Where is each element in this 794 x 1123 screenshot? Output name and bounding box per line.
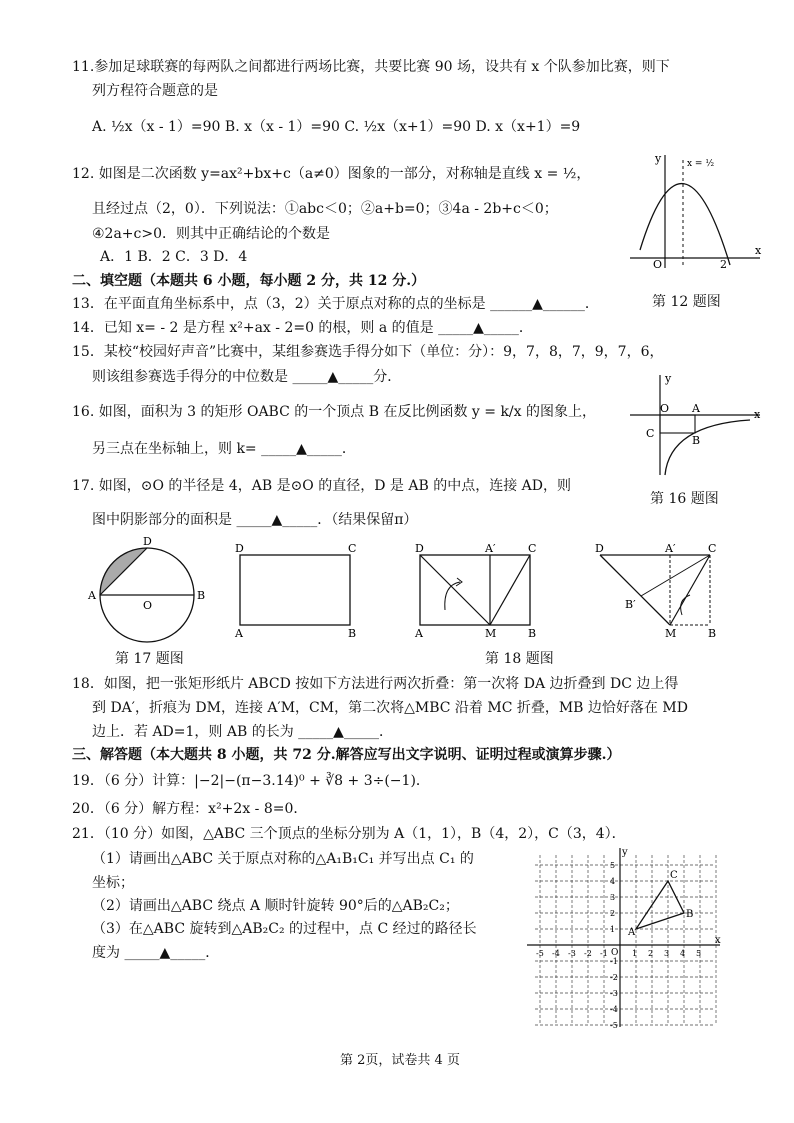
x-tick-label: -4 <box>552 949 560 958</box>
q19: 19．（6 分）计算：|−2|−(π−3.14)⁰ + ∛8 + 3÷(−1)． <box>72 773 430 789</box>
q18-fig2-M: M <box>485 627 497 640</box>
q21-coordinate-grid <box>525 845 725 1030</box>
q16-label-y: y <box>665 372 672 385</box>
q18-fig3-line-DM <box>600 555 670 625</box>
q18-fig1-D: D <box>235 542 244 555</box>
q12-options: A．1 B．2 C．3 D．4 <box>100 249 248 265</box>
q17-circle-figure <box>85 535 215 645</box>
q17-caption: 第 17 题图 <box>115 651 184 667</box>
q12-line1: 12. 如图是二次函数 y=ax²+bx+c（a≠0）图象的一部分，对称轴是直线 x = ½， <box>72 166 591 182</box>
q18-fig1-rectangle <box>225 540 365 640</box>
q18-caption: 第 18 题图 <box>485 651 554 667</box>
q18-fig3-A-prime: A′ <box>665 542 676 555</box>
q16-line2: 另三点在坐标轴上，则 k= _____▲_____． <box>92 441 356 457</box>
q21-label-A: A <box>628 927 636 938</box>
q18-line2: 到 DA′，折痕为 DM，连接 A′M，CM，第二次将△MBC 沿着 MC 折叠，MB 边恰好落在 MD <box>92 700 688 716</box>
q18-fig3-C: C <box>708 542 717 555</box>
q18-fig2-first-fold <box>405 540 545 640</box>
q18-fig2-A-prime: A′ <box>485 542 496 555</box>
page-footer: 第 2页，试卷共 4 页 <box>340 1053 460 1068</box>
q12-tick-2: 2 <box>720 258 727 270</box>
q18-line3: 边上．若 AD=1，则 AB 的长为 _____▲_____． <box>92 724 393 740</box>
y-tick-label: 5 <box>610 861 616 870</box>
q21-line3: 坐标； <box>92 875 134 891</box>
q12-origin-label: O <box>653 258 663 270</box>
q18-fig3-second-fold <box>585 540 725 640</box>
q17-line2: 图中阴影部分的面积是 _____▲_____．（结果保留π） <box>92 512 418 528</box>
q18-fig3-line-B'C <box>641 555 710 596</box>
y-tick-label: 4 <box>610 877 616 886</box>
q21-label-y: y <box>622 847 628 858</box>
y-tick-label: -5 <box>610 1021 618 1030</box>
y-tick-label: 1 <box>610 925 616 934</box>
q21-line1: 21．（10 分）如图，△ABC 三个顶点的坐标分别为 A（1，1），B（4，2），C（3，4）． <box>72 826 626 842</box>
q18-fig2-A: A <box>415 627 423 640</box>
q21-line5: （3）在△ABC 旋转到△AB₂C₂ 的过程中，点 C 经过的路径长 <box>92 921 477 937</box>
x-tick-label: -3 <box>568 949 576 958</box>
q18-fig3-line-MC <box>670 555 710 625</box>
x-tick-label: 2 <box>648 949 654 958</box>
q16-caption: 第 16 题图 <box>650 491 719 507</box>
section3-heading: 三、解答题（本大题共 8 小题，共 72 分.解答应写出文字说明、证明过程或演算步骤.） <box>72 747 621 763</box>
q18-fig3-D: D <box>595 542 604 555</box>
q16-label-O: O <box>660 402 670 415</box>
q16-label-x: x <box>754 408 761 421</box>
q16-label-C: C <box>646 427 655 440</box>
q18-line1: 18．如图，把一张矩形纸片 ABCD 按如下方法进行两次折叠：第一次将 DA 边折叠到 DC 边上得 <box>72 676 679 692</box>
q11-options: A. ½x（x - 1）=90 B. x（x - 1）=90 C. ½x（x+1）=90 D. x（x+1）=9 <box>92 119 581 135</box>
q21-label-B: B <box>686 909 694 920</box>
x-tick-label: -5 <box>536 949 544 958</box>
q18-fig2-B: B <box>528 627 537 640</box>
x-tick-label: 4 <box>680 949 686 958</box>
q12-symmetry-label: x = ½ <box>687 159 715 169</box>
y-tick-label: -2 <box>610 973 618 982</box>
y-tick-label: -3 <box>610 989 618 998</box>
q16-line1: 16. 如图，面积为 3 的矩形 OABC 的一个顶点 B 在反比例函数 y = k/x 的图象上， <box>72 404 596 420</box>
q21-label-x: x <box>715 935 721 946</box>
q18-fig3-B-prime: B′ <box>625 598 636 611</box>
y-tick-label: 3 <box>610 893 616 902</box>
q18-fig3-B: B <box>708 627 717 640</box>
q17-label-A: A <box>88 589 96 602</box>
q18-fig3-M: M <box>665 627 677 640</box>
q12-caption: 第 12 题图 <box>652 294 721 310</box>
q11-line1: 11.参加足球联赛的每两队之间都进行两场比赛，共要比赛 90 场，设共有 x 个队参加比赛，则下 <box>72 59 670 75</box>
q20: 20．（6 分）解方程：x²+2x - 8=0． <box>72 801 308 817</box>
q17-label-D: D <box>143 535 152 548</box>
q16-label-B: B <box>692 434 701 447</box>
q21-label-O: O <box>611 948 619 958</box>
x-tick-label: -1 <box>600 949 608 958</box>
x-tick-label: 5 <box>696 949 702 958</box>
y-tick-label: -4 <box>610 1005 618 1014</box>
q18-fig1-C: C <box>348 542 357 555</box>
q12-line2: 且经过点（2，0）．下列说法：①abc＜0；②a+b=0；③4a - 2b+c＜0； <box>92 201 558 217</box>
q18-fig1-B: B <box>348 627 357 640</box>
q12-parabola <box>640 184 730 265</box>
q21-line6: 度为 _____▲_____． <box>92 945 220 961</box>
q21-triangle-ABC <box>636 881 684 929</box>
q18-fig1-A: A <box>235 627 243 640</box>
q16-rectangle-OABC <box>660 415 695 433</box>
q18-fig2-fold-arrow <box>445 582 460 610</box>
q16-label-A: A <box>692 402 700 415</box>
q12-y-label: y <box>655 152 662 165</box>
y-tick-label: 2 <box>610 909 616 918</box>
q12-x-label: x <box>755 244 762 257</box>
x-tick-label: -2 <box>584 949 592 958</box>
q12-parabola-figure <box>625 150 765 270</box>
q13: 13．在平面直角坐标系中，点（3，2）关于原点对称的点的坐标是 ______▲______． <box>72 296 599 312</box>
q17-line1: 17. 如图，⊙O 的半径是 4，AB 是⊙O 的直径，D 是 AB 的中点，连接 AD，则 <box>72 478 571 494</box>
q21-line4: （2）请画出△ABC 绕点 A 顺时针旋转 90°后的△AB₂C₂； <box>92 898 459 914</box>
q11-line2: 列方程符合题意的是 <box>92 83 218 99</box>
q16-hyperbola <box>665 420 750 475</box>
q12-line3: ④2a+c>0．则其中正确结论的个数是 <box>92 226 331 242</box>
q21-grid-lines <box>535 855 716 1025</box>
q17-label-O: O <box>143 599 153 612</box>
q17-label-B: B <box>197 589 206 602</box>
x-tick-label: 1 <box>632 949 638 958</box>
q15-line1: 15．某校“校园好声音”比赛中，某组参赛选手得分如下（单位：分）：9，7，8，7，9，7，6， <box>72 344 664 360</box>
section2-heading: 二、填空题（本题共 6 小题，每小题 2 分，共 12 分.） <box>72 273 426 289</box>
q21-line2: （1）请画出△ABC 关于原点对称的△A₁B₁C₁ 并写出点 C₁ 的 <box>92 851 474 867</box>
q15-line2: 则该组参赛选手得分的中位数是 _____▲_____分． <box>92 369 402 385</box>
x-tick-label: 3 <box>664 949 670 958</box>
q18-fig2-rect <box>420 555 530 625</box>
q18-fig2-crease-DM <box>420 555 490 625</box>
y-tick-label: -1 <box>610 957 618 966</box>
q18-fig2-D: D <box>415 542 424 555</box>
q18-fig2-C: C <box>528 542 537 555</box>
q21-label-C: C <box>670 870 678 881</box>
q18-rect-ABCD <box>240 555 350 625</box>
q18-fig2-line-CM <box>490 555 530 625</box>
q14: 14．已知 x= - 2 是方程 x²+ax - 2=0 的根，则 a 的值是 _____▲_____． <box>72 320 533 336</box>
q16-hyperbola-figure <box>630 370 765 480</box>
